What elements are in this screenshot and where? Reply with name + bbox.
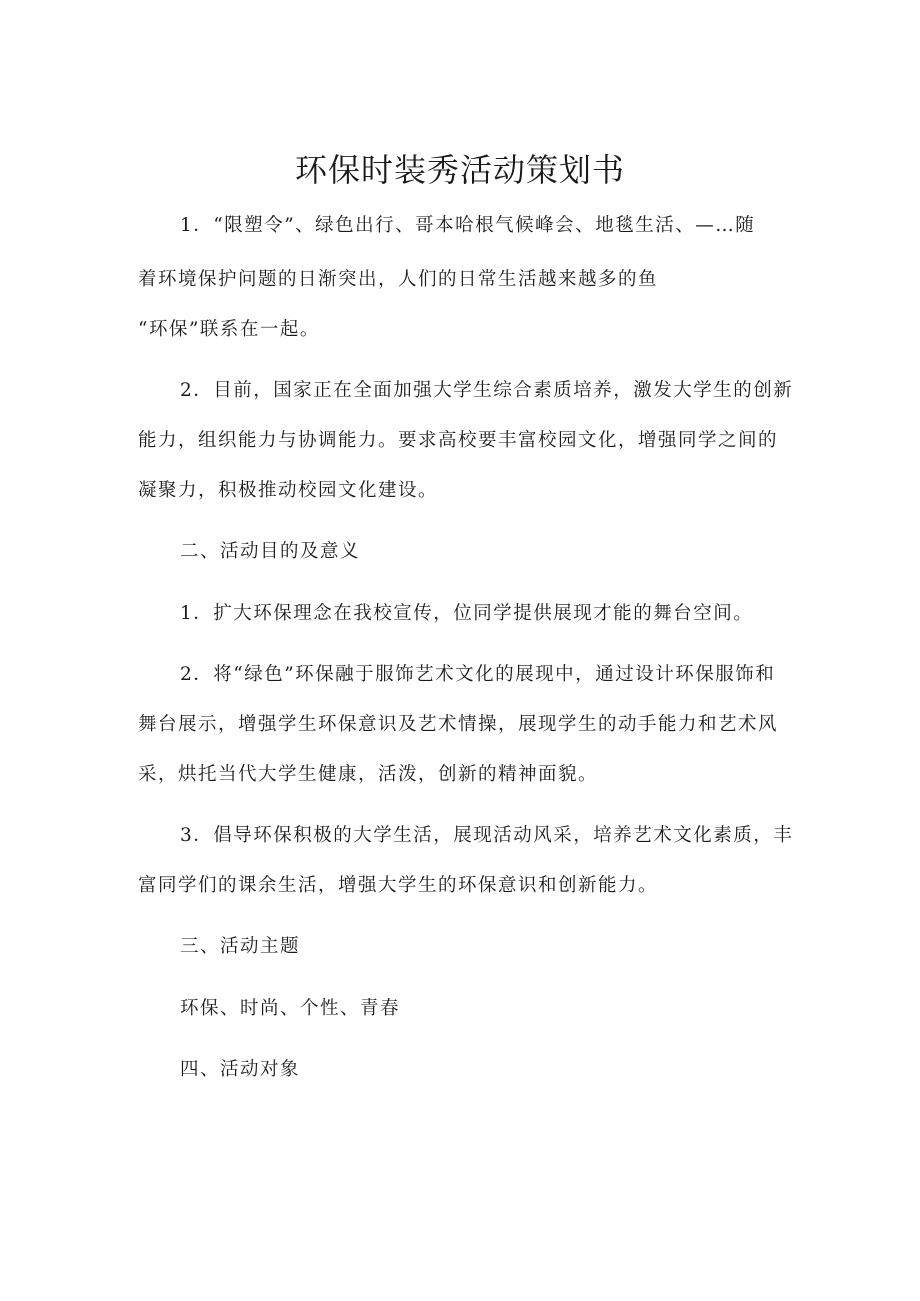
- para1-line3: “环保”联系在一起。: [138, 319, 320, 340]
- section4-heading: 四、活动对象: [180, 1059, 301, 1080]
- para2-line1: 2．目前，国家正在全面加强大学生综合素质培养，激发大学生的创新: [180, 380, 794, 401]
- item2-line2: 舞台展示，增强学生环保意识及艺术情操，展现学生的动手能力和艺术风: [138, 714, 779, 735]
- item3-line2: 富同学们的课余生活，增强大学生的环保意识和创新能力。: [138, 875, 659, 896]
- section3-heading: 三、活动主题: [180, 936, 301, 957]
- item3-line1: 3．倡导环保积极的大学生活，展现活动风采，培养艺术文化素质，丰: [180, 825, 794, 846]
- para1-line1: 1．“限塑令”、绿色出行、哥本哈根气候峰会、地毯生活、—…随: [180, 215, 756, 236]
- section2-heading: 二、活动目的及意义: [180, 541, 361, 562]
- page-title: 环保时装秀活动策划书: [294, 151, 625, 189]
- item2-line3: 采，烘托当代大学生健康，活泼，创新的精神面貌。: [138, 764, 599, 785]
- theme-text: 环保、时尚、个性、青春: [180, 998, 401, 1019]
- item1-line: 1．扩大环保理念在我校宣传，位同学提供展现才能的舞台空间。: [180, 603, 754, 624]
- para2-line2: 能力，组织能力与协调能力。要求高校要丰富校园文化，增强同学之间的: [138, 430, 779, 451]
- para2-line3: 凝聚力，积极推动校园文化建设。: [138, 480, 439, 501]
- item2-line1: 2．将“绿色”环保融于服饰艺术文化的展现中，通过设计环保服饰和: [180, 664, 776, 685]
- para1-line2: 着环境保护问题的日渐突出，人们的日常生活越来越多的鱼: [138, 269, 659, 290]
